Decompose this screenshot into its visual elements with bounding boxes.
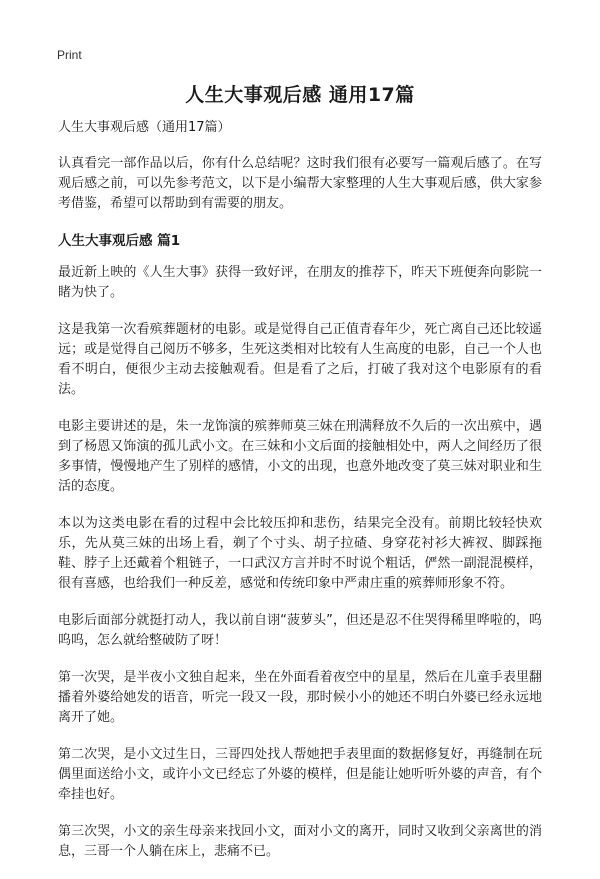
- intro-paragraph: 认真看完一部作品以后，你有什么总结呢？这时我们很有必要写一篇观后感了。在写观后感之前，可以先参考范文，以下是小编帮大家整理的人生大事观后感，供大家参考借鉴，希望可以帮助到有需要的朋友。: [58, 156, 542, 211]
- print-link[interactable]: Print: [57, 48, 82, 62]
- paragraph: 这是我第一次看殡葬题材的电影。或是觉得自己正值青春年少，死亡离自己还比较遥远；或是觉得自己阅历不够多，生死这类相对比较有人生高度的电影，自己一个人也看不明白，便很少主动去接触观看。但是看了之后，打破了我对这个电影原有的看法。: [58, 322, 542, 397]
- paragraph: 本以为这类电影在看的过程中会比较压抑和悲伤，结果完全没有。前期比较轻快欢乐，先从莫三妹的出场上看，剃了个寸头、胡子拉碴、身穿花衬衫大裤衩、脚踩拖鞋、脖子上还戴着个粗链子，一口武汉方言并时不时说个粗话，俨然一副混混模样，很有喜感，也给我们一种反差，感觉和传统印象中严肃庄重的殡葬师形象不符。: [58, 516, 542, 591]
- section-heading: 人生大事观后感 篇1: [58, 233, 181, 249]
- paragraph: 第二次哭，是小文过生日，三哥四处找人帮她把手表里面的数据修复好，再缝制在玩偶里面送给小文，或许小文已经忘了外婆的模样，但是能让她听听外婆的声音，有个牵挂也好。: [58, 747, 542, 802]
- page-title: 人生大事观后感 通用17篇: [185, 84, 415, 106]
- paragraph: 第三次哭，小文的亲生母亲来找回小文，面对小文的离开，同时又收到父亲离世的消息，三哥一个人躺在床上，悲痛不已。: [58, 824, 542, 859]
- paragraph: 第一次哭，是半夜小文独自起来，坐在外面看着夜空中的星星，然后在儿童手表里翻播着外婆给她发的语音，听完一段又一段，那时候小小的她还不明白外婆已经永远地离开了她。: [58, 670, 542, 725]
- article-subtitle: 人生大事观后感（通用17篇）: [58, 120, 231, 135]
- paragraph: 最近新上映的《人生大事》获得一致好评，在朋友的推荐下，昨天下班便奔向影院一睹为快了。: [58, 265, 542, 300]
- paragraph: 电影主要讲述的是，朱一龙饰演的殡葬师莫三妹在刑满释放不久后的一次出殡中，遇到了杨恩又饰演的孤儿武小文。在三妹和小文后面的接触相处中，两人之间经历了很多事情，慢慢地产生了别样的感情，小文的出现，也意外地改变了莫三妹对职业和生活的态度。: [58, 419, 542, 494]
- article-body: [58, 118, 542, 879]
- paragraph: 电影后面部分就挺打动人，我以前自诩“菠萝头”，但还是忍不住哭得稀里哗啦的，呜呜呜，怎么就给整破防了呀！: [58, 613, 542, 648]
